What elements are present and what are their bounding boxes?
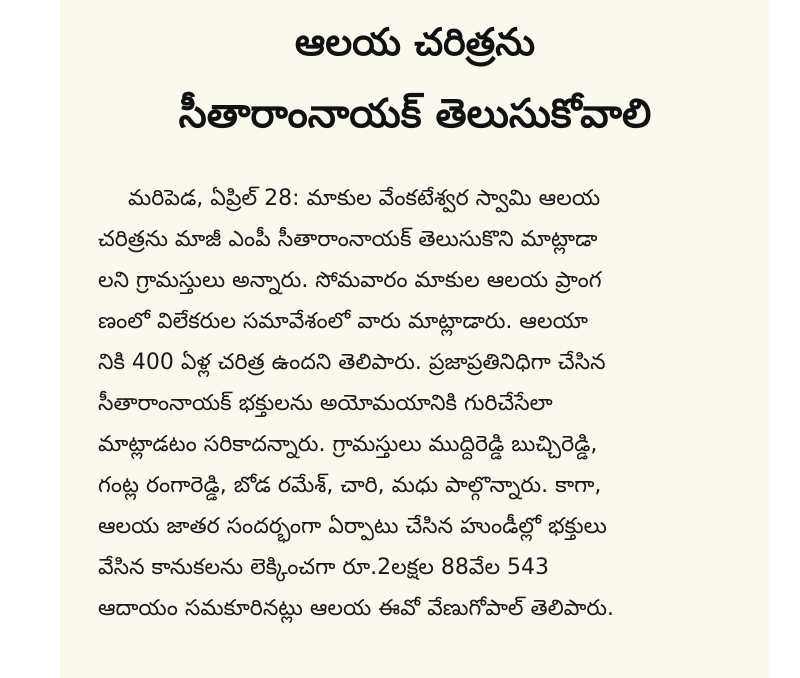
body-line: గంట్ల రంగారెడ్డి, బోడ రమేశ్, చారి, మధు పాల్గొన్నారు. కాగా,	[98, 473, 602, 498]
article-body	[98, 178, 743, 629]
headline-line-2: సీతారాంనాయక్ తెలుసుకోవాలి	[178, 91, 652, 137]
body-line: సీతారాంనాయక్ భక్తులను అయోమయానికి గురిచేసేలా	[98, 391, 553, 416]
body-line: చరిత్రను మాజీ ఎంపీ సీతారాంనాయక్ తెలుసుకొని మాట్లాడా	[98, 227, 598, 252]
body-line: మాట్లాడటం సరికాదన్నారు. గ్రామస్తులు ముద్దిరెడ్డి బుచ్చిరెడ్డి,	[98, 432, 598, 457]
body-line: మరిపెడ, ఏప్రిల్ 28: మాకుల వేంకటేశ్వర స్వామి ఆలయ	[128, 186, 601, 211]
body-line: నికి 400 ఏళ్ల చరిత్ర ఉందని తెలిపారు. ప్రజాప్రతినిధిగా చేసిన	[98, 350, 606, 375]
body-line: లని గ్రామస్తులు అన్నారు. సోమవారం మాకుల ఆలయ ప్రాంగ	[98, 268, 602, 293]
news-clipping	[60, 0, 770, 678]
body-line: ణంలో విలేకరుల సమావేశంలో వారు మాట్లాడారు. ఆలయా	[98, 309, 588, 334]
body-line: వేసిన కానుకలను లెక్కించగా రూ.2లక్షల 88వేల 543	[98, 555, 550, 580]
body-line: ఆలయ జాతర సందర్భంగా ఏర్పాటు చేసిన హుండీల్లో భక్తులు	[98, 514, 607, 539]
headline-line-1: ఆలయ చరిత్రను	[294, 20, 536, 64]
body-line: ఆదాయం సమకూరినట్లు ఆలయ ఈవో వేణుగోపాల్ తెలిపారు.	[98, 596, 615, 621]
